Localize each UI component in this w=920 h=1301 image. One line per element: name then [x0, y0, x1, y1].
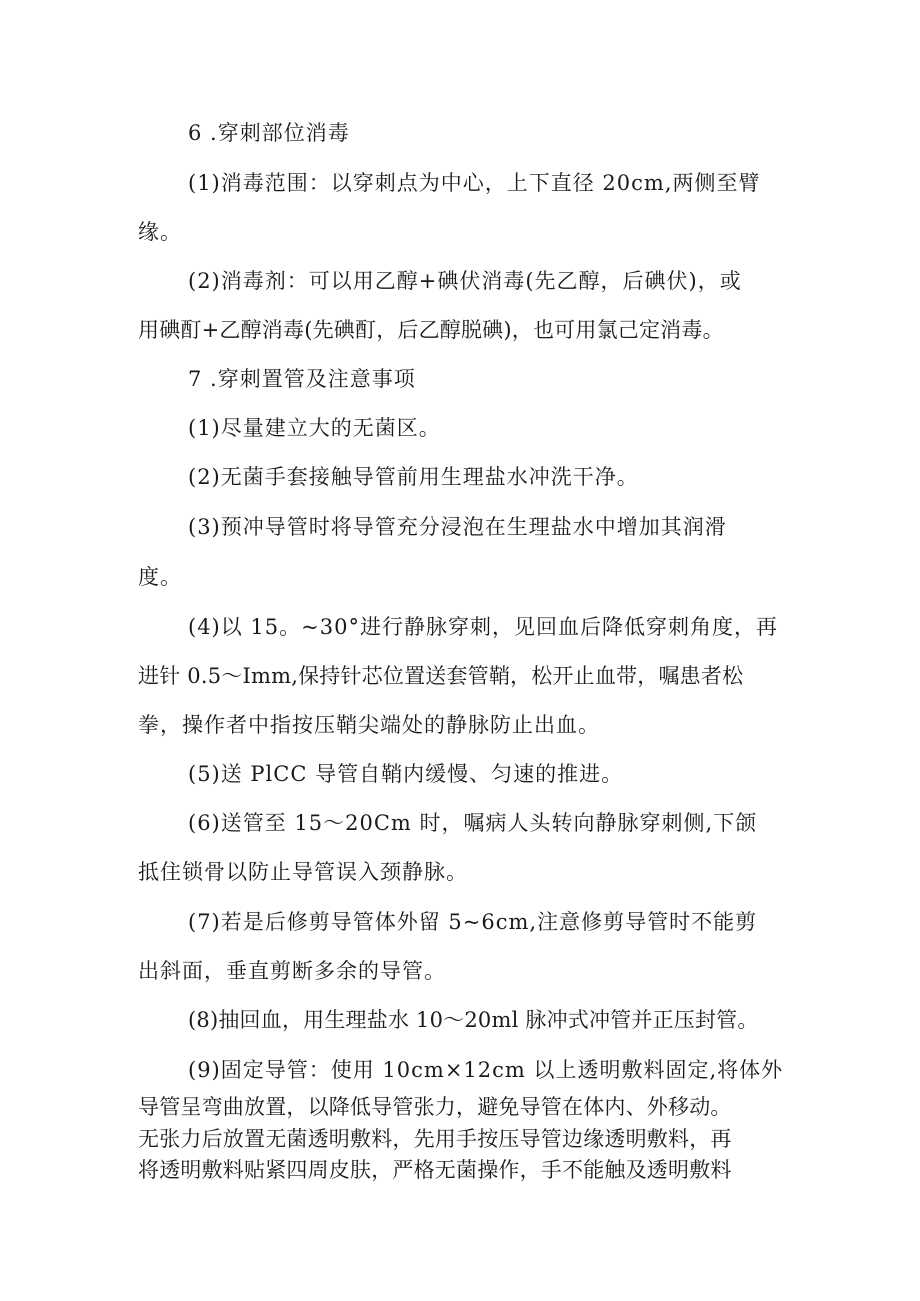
- paragraph-line: (1)尽量建立大的无菌区。: [188, 416, 441, 440]
- paragraph-line: 拳，操作者中指按压鞘尖端处的静脉防止出血。: [138, 713, 600, 737]
- paragraph-line: 无张力后放置无菌透明敷料，先用手按压导管边缘透明敷料，再: [138, 1127, 732, 1151]
- paragraph-line: 将透明敷料贴紧四周皮肤，严格无菌操作，手不能触及透明敷料: [138, 1158, 732, 1182]
- paragraph-line: 导管呈弯曲放置，以降低导管张力，避免导管在体内、外移动。: [138, 1095, 732, 1119]
- paragraph-line: 抵住锁骨以防止导管误入颈静脉。: [138, 860, 468, 884]
- section-heading-6: 6 .穿刺部位消毒: [188, 121, 350, 145]
- paragraph-line: (5)送 PlCC 导管自鞘内缓慢、匀速的推进。: [188, 762, 624, 786]
- paragraph-line: (8)抽回血，用生理盐水 10～20ml 脉冲式冲管并正压封管。: [188, 1008, 759, 1032]
- paragraph-line: (6)送管至 15～20Cm 时，嘱病人头转向静脉穿刺侧,下颌: [188, 811, 758, 835]
- paragraph-line: (4)以 15。~30°进行静脉穿刺，见回血后降低穿刺角度，再: [188, 615, 778, 639]
- paragraph-line: 进针 0.5～Imm,保持针芯位置送套管鞘，松开止血带，嘱患者松: [138, 664, 744, 688]
- paragraph-line: (3)预冲导管时将导管充分浸泡在生理盐水中增加其润滑: [188, 515, 727, 539]
- paragraph-line: (7)若是后修剪导管体外留 5~6cm,注意修剪导管时不能剪: [188, 910, 758, 934]
- paragraph-line: 用碘酊+乙醇消毒(先碘酊，后乙醇脱碘)，也可用氯己定消毒。: [138, 318, 724, 342]
- paragraph-line: (2)消毒剂：可以用乙醇+碘伏消毒(先乙醇，后碘伏)，或: [188, 269, 742, 293]
- paragraph-line: (1)消毒范围：以穿刺点为中心，上下直径 20cm,两侧至臂: [188, 171, 761, 195]
- paragraph-line: 出斜面，垂直剪断多余的导管。: [138, 959, 446, 983]
- paragraph-line: 度。: [138, 565, 182, 589]
- section-heading-7: 7 .穿刺置管及注意事项: [188, 367, 416, 391]
- paragraph-line: (9)固定导管：使用 10cm×12cm 以上透明敷料固定,将体外: [188, 1058, 784, 1082]
- paragraph-line: 缘。: [138, 220, 182, 244]
- paragraph-line: (2)无菌手套接触导管前用生理盐水冲洗干净。: [188, 465, 639, 489]
